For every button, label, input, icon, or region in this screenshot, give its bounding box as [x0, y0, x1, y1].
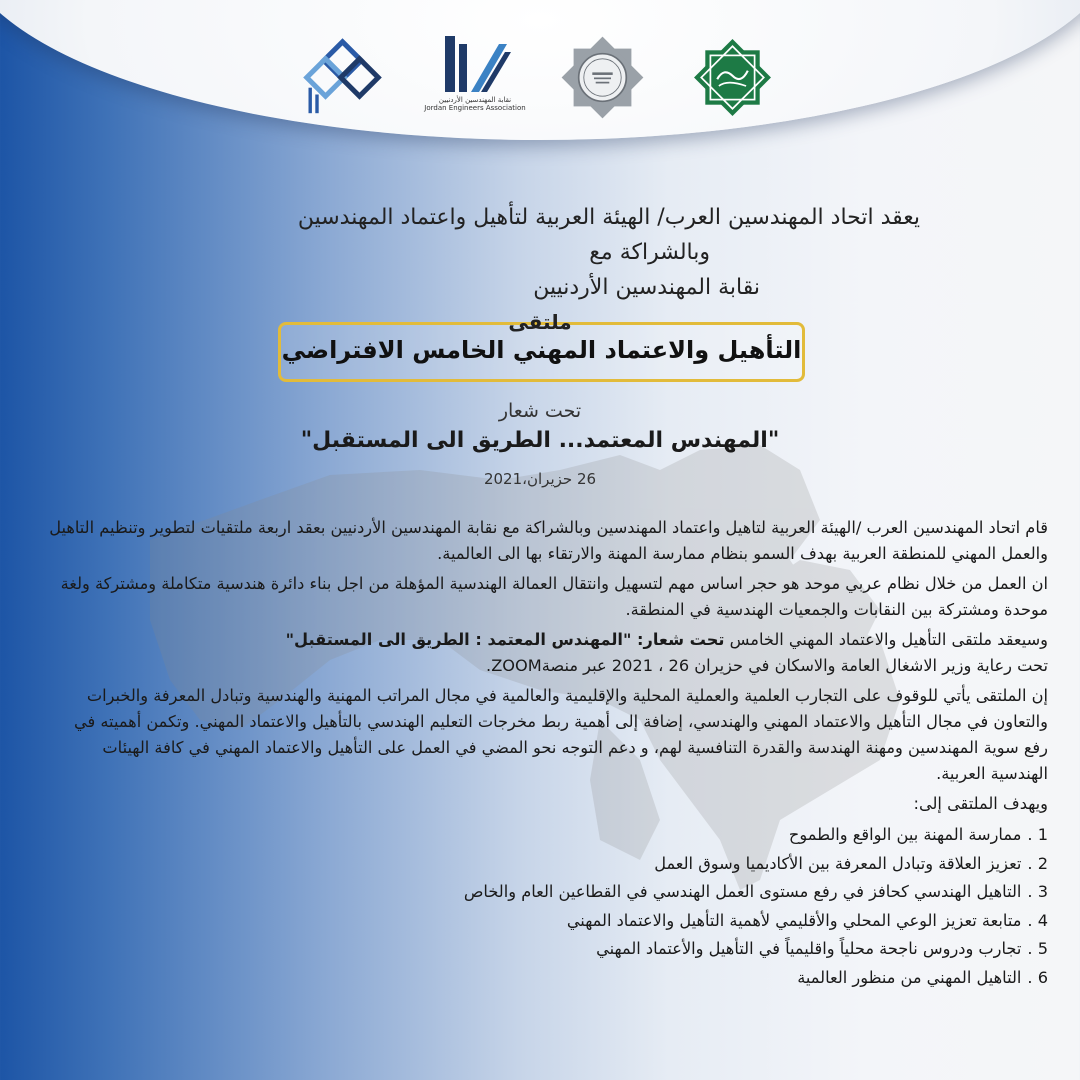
event-description: [48, 515, 1048, 992]
list-item: 6 .التاهيل المهني من منظور العالمية: [797, 967, 1048, 987]
paragraph-background: قام اتحاد المهندسين العرب /الهيئة العربية لتاهيل واعتماد المهندسين وبالشراكة مع نقابة المهندسين الأردنيين بعقد اربعة ملتقيات لتطوير وتنظيم التاهيل والعمل المهني للمنطقة العربية بهدف السمو بنظام ممارسة المهنة والارتقاء بها الى العالمية.: [49, 518, 1048, 563]
announcement-sponsorship: تحت رعاية وزير الاشغال العامة والاسكان في حزيران 26 ، 2021 عبر منصةZOOM.: [486, 656, 1048, 675]
goals-intro: ويهدف الملتقى إلى:: [913, 794, 1048, 813]
jea-caption-english: Jordan Engineers Association: [424, 104, 526, 112]
arab-qualification-accreditation-seal: [560, 35, 645, 120]
list-item: 5 .تجارب ودروس ناجحة محلياً واقليمياً في التأهيل والأعتماد المهني: [596, 939, 1048, 958]
list-item: 3 .التاهيل الهندسي كحافز في رفع مستوى العمل الهندسي في القطاعين العام والخاص: [463, 882, 1048, 901]
slogan-intro: تحت شعار: [498, 400, 582, 422]
list-item: 2 .تعزيز العلاقة وتبادل المعرفة بين الأكاديميا وسوق العمل: [654, 853, 1048, 873]
jea-caption-arabic: نقابة المهندسين الأردنيين: [438, 96, 512, 104]
paragraph-importance: ان العمل من خلال نظام عربي موحد هو حجر اساس مهم لتسهيل وانتقال العمالة الهندسية المؤهلة من اجل بناء دائرة هندسية متكاملة ومشتركة ولغة موحدة ومشتركة بين النقابات والجمعيات الهندسية في المنطقة.: [60, 574, 1048, 619]
intro-line-partnership: وبالشراكة مع: [589, 240, 710, 265]
slogan-text: "المهندس المعتمد... الطريق الى المستقبل": [300, 428, 780, 453]
jordan-engineers-association-logo: [425, 30, 525, 110]
event-kicker: ملتقى: [508, 310, 572, 334]
goals-list: [48, 821, 1048, 992]
event-date: 26 حزيران،2021: [483, 470, 597, 488]
paragraph-purpose: إن الملتقى يأتي للوقوف على التجارب العلمية والعملية المحلية والإقليمية والعالمية في مجال المراتب المهنية والهندسية وتبادل المعرفة والخبرات والتعاون في مجال التأهيل والاعتماد المهني والهندسي، إضافة إلى أهمية ربط مخرجات التعليم الهندسي بالتأهيل والاعتماد المهني. وتكمن أهميته في رفع سوية المهندسين ومهنة الهندسة والقدرة التنافسية لهم، و دعم التوجه نحو المضي في العمل على التأهيل والاعتماد المهني في كافة الهيئات الهندسية العربية.: [74, 686, 1048, 783]
partner-logos: [0, 30, 1080, 120]
intro-line-organizer: يعقد اتحاد المهندسين العرب/ الهيئة العربية لتأهيل واعتماد المهندسين: [297, 205, 920, 230]
list-item: 1 .ممارسة المهنة بين الواقع والطموح: [788, 825, 1048, 844]
list-item: 4 .متابعة تعزيز الوعي المحلي والأقليمي لأهمية التأهيل والاعتماد المهني: [566, 910, 1048, 930]
accreditation-council-logo: [300, 35, 385, 120]
event-title: التأهيل والاعتماد المهني الخامس الافتراضي: [281, 336, 802, 364]
organizers-intro: [160, 200, 920, 305]
paragraph-event-announcement: [48, 627, 1048, 679]
announcement-text: وسيعقد ملتقى التأهيل والاعتماد المهني الخامس: [729, 630, 1048, 649]
announcement-slogan: تحت شعار: "المهندس المعتمد : الطريق الى المستقبل": [285, 630, 725, 649]
arab-engineers-union-logo: [690, 35, 775, 120]
intro-line-partner: نقابة المهندسين الأردنيين: [533, 275, 760, 300]
